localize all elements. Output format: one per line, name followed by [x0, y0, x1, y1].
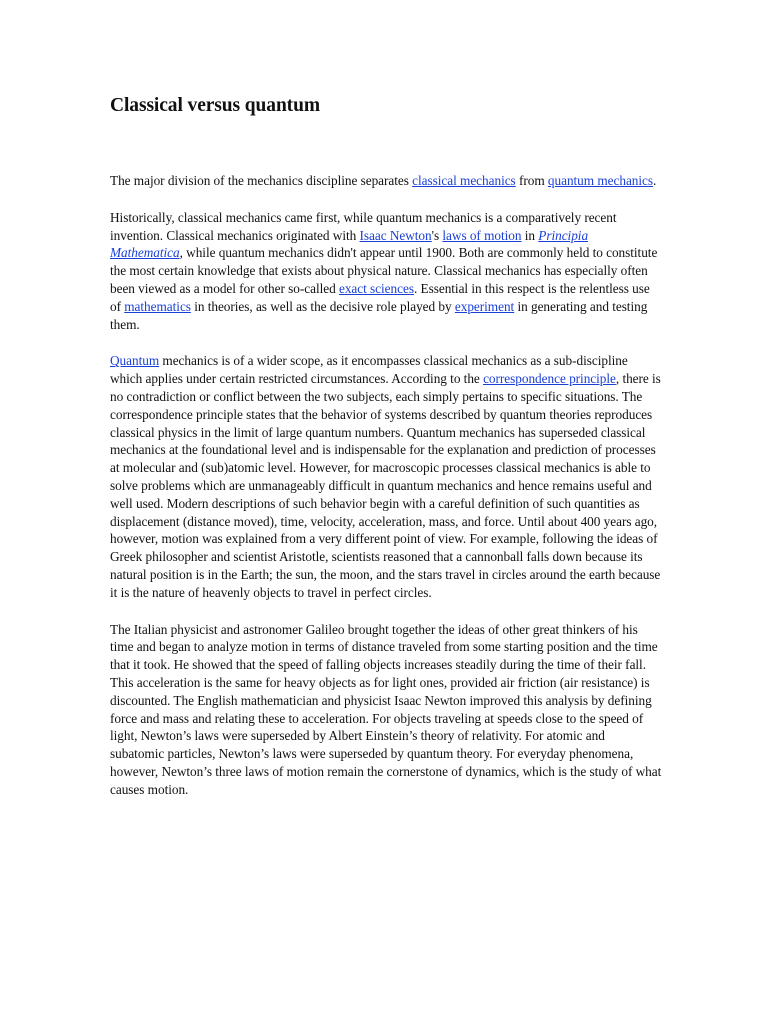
text-run: mechanics is of a wider scope, as it encompasses classical mechanics as a sub-discipline which applies under certain restricted circumstances. According to the — [110, 353, 631, 387]
text-run: in — [521, 227, 539, 243]
text-run: in theories, as well as the decisive role played by — [190, 298, 455, 314]
page-title: Classical versus quantum — [110, 95, 320, 116]
text-run: 's — [431, 227, 443, 243]
text-run: The major division of the mechanics discipline separates — [110, 173, 413, 188]
link-classical-mechanics[interactable]: classical mechanics — [412, 173, 516, 188]
text-run: . Essential in this respect is the relentless use of — [110, 280, 653, 314]
link-exact-sciences[interactable]: exact sciences — [338, 280, 414, 296]
link-correspondence-principle[interactable]: correspondence principle — [483, 371, 616, 387]
paragraph-4 — [110, 621, 665, 799]
text-run: , there is no contradiction or conflict between the two subjects, each simply pertains to specific situations. The correspondence principle states that the behavior of systems described by quantum theories reproduces classical physics in the limit of large quantum numbers. Quantum mechanics has superseded classical mechanics at the foundational level and is indispensable for the explanation and prediction of processes at molecular and (sub)atomic level. However, for macroscopic processes classical mechanics is able to solve problems which are unmanageably difficult in quantum mechanics and hence remains useful and well used. Modern descriptions of such behavior begin with a careful definition of such quantities as displacement (distance moved), time, velocity, acceleration, mass, and force. Until about 400 years ago, however, motion was explained from a very different point of view. For example, following the ideas of Greek philosopher and scientist Aristotle, scientists reasoned that a cannonball falls down because its natural position is in the Earth; the sun, the moon, and the stars travel in circles around the earth because it is the nature of heavenly objects to travel in perfect circles. — [110, 371, 665, 600]
paragraph-3 — [110, 352, 665, 601]
text-run: . — [653, 173, 657, 188]
link-principia-mathematica[interactable]: Principia Mathematica — [110, 227, 589, 261]
paragraph-2 — [110, 209, 662, 334]
link-quantum[interactable]: Quantum — [110, 353, 160, 369]
article-body — [110, 172, 665, 818]
text-run: The Italian physicist and astronomer Galileo brought together the ideas of other great thinkers of his time and began to analyze motion in terms of distance traveled from some starting position and the time that it took. He showed that the speed of falling objects increases steadily during the time of their fall. This acceleration is the same for heavy objects as for light ones, provided air friction (air resistance) is discounted. The English mathematician and physicist Isaac Newton improved this analysis by defining force and mass and relating these to acceleration. For objects traveling at speeds close to the speed of light, Newton’s laws were superseded by Albert Einstein’s theory of relativity. For atomic and subatomic particles, Newton’s laws were superseded by quantum theory. For everyday phenomena, however, Newton’s three laws of motion remain the cornerstone of dynamics, which is the study of what causes motion. — [110, 621, 665, 797]
link-isaac-newton[interactable]: Isaac Newton — [359, 227, 432, 243]
text-run: from — [515, 173, 548, 188]
link-laws-of-motion[interactable]: laws of motion — [442, 227, 522, 243]
paragraph-1 — [110, 172, 662, 190]
text-run: , while quantum mechanics didn't appear until 1900. Both are commonly held to constitute the most certain knowledge that exists about physical nature. Classical mechanics has especially often been viewed as a model for other so-called — [110, 245, 661, 296]
link-quantum-mechanics[interactable]: quantum mechanics — [547, 173, 654, 188]
text-run: Historically, classical mechanics came first, while quantum mechanics is a comparatively recent invention. Classical mechanics originated with — [110, 209, 620, 243]
text-run: in generating and testing them. — [110, 298, 651, 332]
link-experiment[interactable]: experiment — [454, 298, 515, 314]
link-mathematics[interactable]: mathematics — [124, 298, 191, 314]
